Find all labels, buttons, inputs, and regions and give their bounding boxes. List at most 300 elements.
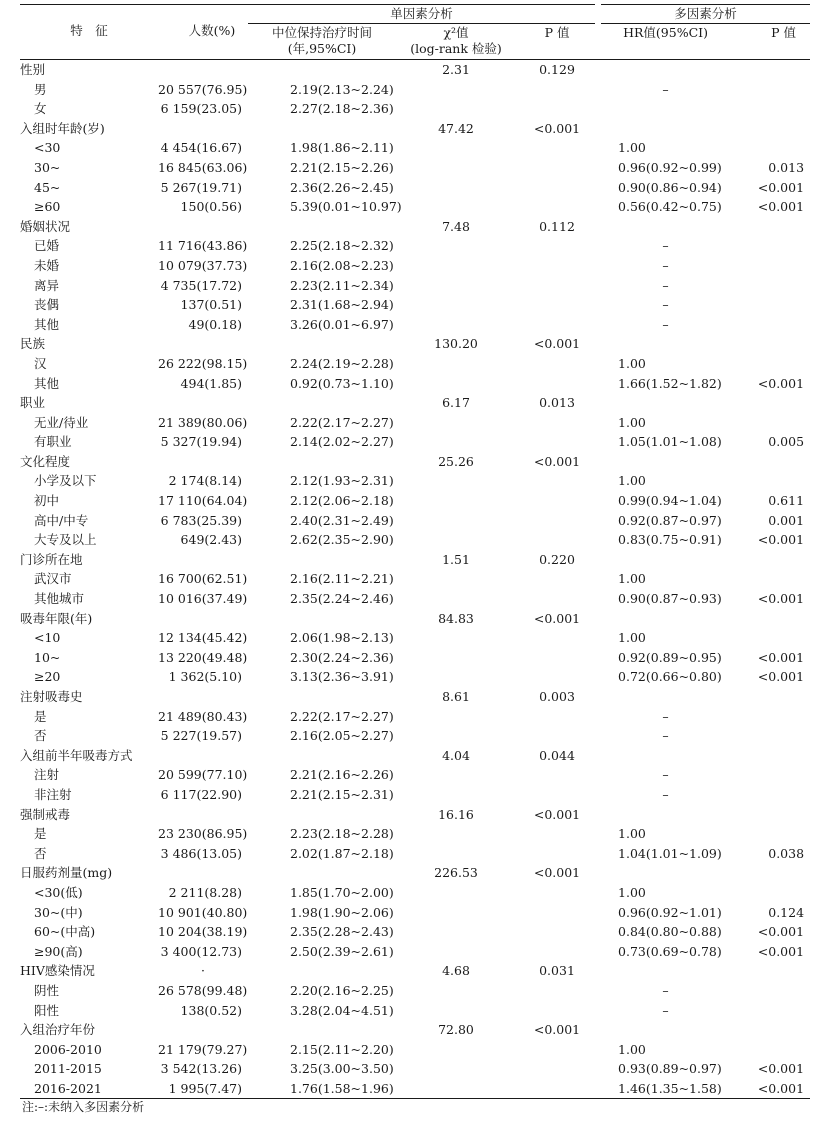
table-row xyxy=(20,354,810,374)
table-row-category xyxy=(20,119,810,139)
table-row xyxy=(20,785,810,805)
cell-median: 2.40(2.31~2.49) xyxy=(290,512,394,528)
cell-p-univariate xyxy=(516,1079,598,1099)
cell-p-multivariate: 0.013 xyxy=(768,159,805,175)
header-chi-line2: (log-rank 检验) xyxy=(410,41,502,56)
cell-p-univariate xyxy=(516,413,598,433)
cell-p-multivariate xyxy=(733,256,810,276)
table-row xyxy=(20,844,810,864)
cell-count: 6 159(23.05) xyxy=(160,101,242,117)
table-row-category xyxy=(20,609,810,629)
cell-p-univariate xyxy=(516,432,598,452)
table-row-category xyxy=(20,217,810,237)
cell-median: 2.30(2.24~2.36) xyxy=(290,649,394,665)
cell-chi-square xyxy=(396,726,516,746)
cell-feature: 吸毒年限(年) xyxy=(20,610,93,626)
cell-median: 3.26(0.01~6.97) xyxy=(290,316,394,332)
cell-count: 21 389(80.06) xyxy=(158,414,248,430)
cell-count: 26 222(98.15) xyxy=(158,355,248,371)
cell-feature: 无业/待业 xyxy=(34,414,89,430)
cell-hazard-ratio: – xyxy=(662,277,669,293)
cell-count xyxy=(158,452,248,472)
cell-median: 2.25(2.18~2.32) xyxy=(290,238,394,254)
cell-median: 0.92(0.73~1.10) xyxy=(290,375,394,391)
cell-count: 5 227(19.57) xyxy=(160,728,242,744)
table-row-category xyxy=(20,550,810,570)
cell-p-multivariate xyxy=(733,471,810,491)
cell-hazard-ratio: – xyxy=(662,708,669,724)
cell-chi-square: 25.26 xyxy=(438,453,474,469)
cell-p-univariate: 0.031 xyxy=(539,963,575,979)
table-row xyxy=(20,1059,810,1079)
cell-p-univariate xyxy=(516,707,598,727)
cell-chi-square: 4.68 xyxy=(442,963,470,979)
cell-median xyxy=(248,687,396,707)
table-row xyxy=(20,315,810,335)
cell-chi-square xyxy=(396,981,516,1001)
cell-feature: 注射 xyxy=(34,767,60,783)
cell-hazard-ratio xyxy=(598,550,733,570)
cell-hazard-ratio: 0.73(0.69~0.78) xyxy=(618,943,722,959)
table-body xyxy=(20,60,810,1099)
cell-chi-square xyxy=(396,315,516,335)
cell-feature: <10 xyxy=(34,630,61,646)
cell-p-multivariate: <0.001 xyxy=(757,669,805,685)
cell-p-multivariate xyxy=(733,981,810,1001)
cell-chi-square xyxy=(396,883,516,903)
cell-p-multivariate: <0.001 xyxy=(757,375,805,391)
cell-count xyxy=(158,609,248,629)
cell-chi-square: 7.48 xyxy=(442,218,470,234)
cell-feature: 小学及以下 xyxy=(34,473,97,489)
cell-count: 5 327(19.94) xyxy=(160,434,242,450)
cell-median xyxy=(248,863,396,883)
cell-feature: 汉 xyxy=(34,355,47,371)
cell-p-multivariate: <0.001 xyxy=(757,591,805,607)
cell-count: 138(0.52) xyxy=(180,1002,242,1018)
cell-hazard-ratio xyxy=(598,805,733,825)
cell-feature: 注射吸毒史 xyxy=(20,689,83,704)
table-row-category xyxy=(20,393,810,413)
table-row xyxy=(20,707,810,727)
cell-p-multivariate xyxy=(733,80,810,100)
cell-hazard-ratio xyxy=(598,863,733,883)
table-row xyxy=(20,1040,810,1060)
cell-feature: 阳性 xyxy=(34,1002,60,1018)
table-row xyxy=(20,374,810,394)
cell-count: 494(1.85) xyxy=(180,375,242,391)
table-row xyxy=(20,138,810,158)
cell-feature: 10~ xyxy=(34,649,61,665)
cell-p-univariate xyxy=(516,374,598,394)
cell-median: 2.36(2.26~2.45) xyxy=(290,179,394,195)
cell-hazard-ratio: 1.00 xyxy=(618,473,646,489)
cell-p-multivariate xyxy=(733,119,810,139)
cell-p-multivariate xyxy=(733,452,810,472)
cell-hazard-ratio: 0.96(0.92~0.99) xyxy=(618,159,722,175)
cell-chi-square xyxy=(396,158,516,178)
header-multivariate-group: 多因素分析 xyxy=(598,5,810,24)
cell-hazard-ratio xyxy=(598,119,733,139)
cell-chi-square xyxy=(396,589,516,609)
cell-p-univariate xyxy=(516,883,598,903)
cell-median: 2.20(2.16~2.25) xyxy=(290,982,394,998)
cell-p-multivariate: 0.005 xyxy=(768,434,805,450)
cell-p-univariate xyxy=(516,844,598,864)
cell-feature: 丧偶 xyxy=(34,297,60,313)
cell-p-univariate: 0.044 xyxy=(539,747,575,763)
header-chi xyxy=(396,24,516,60)
table-row xyxy=(20,491,810,511)
cell-feature: 初中 xyxy=(34,493,60,509)
cell-median: 3.13(2.36~3.91) xyxy=(290,669,394,685)
cell-chi-square: 16.16 xyxy=(438,806,474,822)
cell-feature: 阴性 xyxy=(34,982,60,998)
cell-feature: 其他城市 xyxy=(34,591,85,607)
cell-median: 2.12(2.06~2.18) xyxy=(290,493,394,509)
cell-chi-square xyxy=(396,236,516,256)
cell-hazard-ratio: 1.66(1.52~1.82) xyxy=(618,375,722,391)
cell-chi-square xyxy=(396,765,516,785)
cell-count xyxy=(158,863,248,883)
cell-count: 6 117(22.90) xyxy=(160,786,242,802)
cell-chi-square xyxy=(396,374,516,394)
cell-chi-square: 6.17 xyxy=(442,395,470,411)
cell-chi-square xyxy=(396,511,516,531)
cell-p-univariate xyxy=(516,197,598,217)
cell-chi-square xyxy=(396,432,516,452)
cell-median: 2.02(1.87~2.18) xyxy=(290,845,394,861)
cell-feature: 文化程度 xyxy=(20,453,71,469)
cell-count: 16 700(62.51) xyxy=(158,571,248,587)
header-median xyxy=(248,24,396,60)
cell-feature: 30~(中) xyxy=(34,904,83,920)
cell-median: 2.06(1.98~2.13) xyxy=(290,630,394,646)
cell-feature: 否 xyxy=(34,728,47,744)
cell-count: · xyxy=(201,963,205,979)
header-chi-line1: χ²值 xyxy=(443,25,469,40)
table-row xyxy=(20,922,810,942)
cell-feature: 否 xyxy=(34,845,47,861)
cell-hazard-ratio: – xyxy=(662,316,669,332)
cell-feature: 入组前半年吸毒方式 xyxy=(20,747,133,763)
cell-count: 17 110(64.04) xyxy=(158,493,248,509)
cell-median: 2.15(2.11~2.20) xyxy=(290,1041,394,1057)
cell-hazard-ratio xyxy=(598,393,733,413)
cell-feature: ≥20 xyxy=(34,669,61,685)
cell-p-univariate: <0.001 xyxy=(533,806,581,822)
cell-median: 2.35(2.24~2.46) xyxy=(290,591,394,607)
cell-feature: 2016-2021 xyxy=(34,1080,102,1096)
cell-feature: 强制戒毒 xyxy=(20,806,71,822)
cell-chi-square xyxy=(396,413,516,433)
cell-median xyxy=(248,217,396,237)
cell-hazard-ratio: 0.92(0.87~0.97) xyxy=(618,512,722,528)
table-row xyxy=(20,628,810,648)
cell-chi-square xyxy=(396,80,516,100)
cell-feature: 男 xyxy=(34,81,47,97)
cell-hazard-ratio: – xyxy=(662,238,669,254)
cell-count: 13 220(49.48) xyxy=(158,649,248,665)
cell-p-multivariate: 0.038 xyxy=(768,845,805,861)
cell-feature: ≥60 xyxy=(34,199,61,215)
table-row-category xyxy=(20,1020,810,1040)
cell-median: 1.85(1.70~2.00) xyxy=(290,884,394,900)
cell-median: 2.62(2.35~2.90) xyxy=(290,532,394,548)
cell-chi-square xyxy=(396,1079,516,1099)
cell-chi-square xyxy=(396,824,516,844)
cell-feature: 是 xyxy=(34,826,47,842)
cell-chi-square xyxy=(396,256,516,276)
cell-p-multivariate xyxy=(733,805,810,825)
cell-p-univariate: <0.001 xyxy=(533,610,581,626)
cell-p-multivariate xyxy=(733,99,810,119)
cell-median: 2.31(1.68~2.94) xyxy=(290,297,394,313)
cell-p-multivariate xyxy=(733,687,810,707)
cell-hazard-ratio: 1.00 xyxy=(618,355,646,371)
cell-median: 2.22(2.17~2.27) xyxy=(290,708,394,724)
cell-chi-square xyxy=(396,569,516,589)
cell-median xyxy=(248,746,396,766)
cell-median xyxy=(248,452,396,472)
cell-chi-square xyxy=(396,530,516,550)
table-row xyxy=(20,295,810,315)
cell-hazard-ratio: – xyxy=(662,767,669,783)
cell-p-univariate xyxy=(516,276,598,296)
table-row xyxy=(20,530,810,550)
cell-p-multivariate xyxy=(733,824,810,844)
cell-p-univariate: 0.003 xyxy=(539,689,575,704)
cell-median: 2.21(2.15~2.31) xyxy=(290,786,394,802)
cell-median: 2.23(2.18~2.28) xyxy=(290,826,394,842)
cell-median: 2.24(2.19~2.28) xyxy=(290,355,394,371)
cell-p-multivariate xyxy=(733,334,810,354)
cell-median xyxy=(248,609,396,629)
cell-feature: 未婚 xyxy=(34,257,60,273)
cell-count: 3 542(13.26) xyxy=(160,1061,242,1077)
cell-p-univariate xyxy=(516,138,598,158)
table-row xyxy=(20,158,810,178)
cell-hazard-ratio: 1.05(1.01~1.08) xyxy=(618,434,722,450)
table-row xyxy=(20,413,810,433)
cell-feature: <30(低) xyxy=(34,884,83,900)
table-row-category xyxy=(20,334,810,354)
cell-count: 1 995(7.47) xyxy=(168,1080,242,1096)
cell-count: 23 230(86.95) xyxy=(158,826,248,842)
cell-feature: 45~ xyxy=(34,179,61,195)
cell-chi-square xyxy=(396,1040,516,1060)
cell-feature: 女 xyxy=(34,101,47,117)
cell-feature: ≥90(高) xyxy=(34,943,83,959)
cell-p-univariate xyxy=(516,589,598,609)
cell-hazard-ratio: 0.93(0.89~0.97) xyxy=(618,1061,722,1077)
cell-p-univariate xyxy=(516,354,598,374)
table-row-category xyxy=(20,687,810,707)
cell-p-univariate xyxy=(516,903,598,923)
table-row xyxy=(20,256,810,276)
cell-chi-square xyxy=(396,667,516,687)
cell-chi-square xyxy=(396,648,516,668)
cell-count xyxy=(158,393,248,413)
cell-p-multivariate: 0.001 xyxy=(768,512,805,528)
table-row xyxy=(20,726,810,746)
cell-count: 6 783(25.39) xyxy=(160,512,242,528)
cell-median: 2.50(2.39~2.61) xyxy=(290,943,394,959)
results-table-container xyxy=(20,4,810,1099)
cell-p-multivariate xyxy=(733,315,810,335)
table-row xyxy=(20,1001,810,1021)
cell-hazard-ratio: 0.96(0.92~1.01) xyxy=(618,904,722,920)
cell-count: 20 599(77.10) xyxy=(158,767,248,783)
table-row xyxy=(20,178,810,198)
cell-chi-square: 2.31 xyxy=(442,62,470,77)
cell-feature: 武汉市 xyxy=(34,571,72,587)
cell-p-univariate xyxy=(516,1001,598,1021)
cell-feature: 高中/中专 xyxy=(34,512,89,528)
cell-p-multivariate xyxy=(733,609,810,629)
cell-p-multivariate xyxy=(733,138,810,158)
cell-hazard-ratio: – xyxy=(662,982,669,998)
cell-count: 3 486(13.05) xyxy=(160,845,242,861)
cell-hazard-ratio xyxy=(598,334,733,354)
cell-hazard-ratio: 1.46(1.35~1.58) xyxy=(618,1080,722,1096)
cell-p-multivariate: <0.001 xyxy=(757,924,805,940)
cell-hazard-ratio xyxy=(598,687,733,707)
cell-feature: 婚姻状况 xyxy=(20,218,71,234)
cell-hazard-ratio xyxy=(598,60,733,80)
cell-p-univariate xyxy=(516,765,598,785)
cell-hazard-ratio: 1.00 xyxy=(618,884,646,900)
cell-count: 4 454(16.67) xyxy=(160,140,242,156)
cell-median: 2.16(2.05~2.27) xyxy=(290,728,394,744)
cell-hazard-ratio: 0.92(0.89~0.95) xyxy=(618,649,722,665)
cell-chi-square xyxy=(396,785,516,805)
cell-feature: 大专及以上 xyxy=(34,532,97,548)
cell-chi-square xyxy=(396,707,516,727)
table-row xyxy=(20,432,810,452)
cell-p-univariate xyxy=(516,628,598,648)
cell-hazard-ratio xyxy=(598,452,733,472)
cell-count: 5 267(19.71) xyxy=(160,179,242,195)
cell-count: 11 716(43.86) xyxy=(158,238,248,254)
cell-p-multivariate xyxy=(733,60,810,80)
cell-chi-square xyxy=(396,178,516,198)
cell-p-multivariate xyxy=(733,1001,810,1021)
cell-p-univariate: <0.001 xyxy=(533,1022,581,1038)
table-row xyxy=(20,589,810,609)
cell-p-multivariate xyxy=(733,276,810,296)
cell-chi-square xyxy=(396,197,516,217)
cell-count: 21 489(80.43) xyxy=(158,708,248,724)
table-row xyxy=(20,667,810,687)
cell-p-univariate xyxy=(516,942,598,962)
cell-p-multivariate: <0.001 xyxy=(757,532,805,548)
cell-feature: 其他 xyxy=(34,316,60,332)
cell-p-univariate xyxy=(516,471,598,491)
table-row xyxy=(20,197,810,217)
cell-count xyxy=(158,550,248,570)
cell-median: 2.27(2.18~2.36) xyxy=(290,101,394,117)
table-header xyxy=(20,5,810,60)
cell-p-multivariate xyxy=(733,413,810,433)
cell-feature: 2006-2010 xyxy=(34,1041,102,1057)
cell-hazard-ratio: – xyxy=(662,297,669,313)
cell-hazard-ratio: 0.90(0.86~0.94) xyxy=(618,179,722,195)
cell-count: 10 204(38.19) xyxy=(158,924,248,940)
table-row-category xyxy=(20,60,810,80)
cell-count: 3 400(12.73) xyxy=(160,943,242,959)
cell-feature: 60~(中高) xyxy=(34,924,96,940)
cell-p-multivariate xyxy=(733,569,810,589)
table-row-category xyxy=(20,863,810,883)
cell-count xyxy=(158,805,248,825)
cell-p-multivariate: <0.001 xyxy=(757,199,805,215)
cell-p-univariate xyxy=(516,236,598,256)
cell-p-univariate xyxy=(516,726,598,746)
cell-count: 2 174(8.14) xyxy=(168,473,242,489)
cell-p-univariate xyxy=(516,648,598,668)
cell-p-univariate xyxy=(516,785,598,805)
cell-p-multivariate xyxy=(733,393,810,413)
cell-count xyxy=(158,119,248,139)
table-row-category xyxy=(20,805,810,825)
cell-chi-square: 4.04 xyxy=(442,747,470,763)
cell-count: 16 845(63.06) xyxy=(158,159,248,175)
cell-p-univariate xyxy=(516,511,598,531)
cell-p-univariate xyxy=(516,824,598,844)
cell-count xyxy=(158,746,248,766)
cell-feature: 门诊所在地 xyxy=(20,551,83,567)
cell-p-univariate xyxy=(516,158,598,178)
table-row xyxy=(20,276,810,296)
cell-count: 12 134(45.42) xyxy=(158,630,248,646)
cell-hazard-ratio: – xyxy=(662,257,669,273)
cell-feature: 有职业 xyxy=(34,434,72,450)
cell-median xyxy=(248,119,396,139)
cell-chi-square xyxy=(396,1059,516,1079)
cell-feature: 2011-2015 xyxy=(34,1061,102,1077)
table-row xyxy=(20,824,810,844)
table-row xyxy=(20,648,810,668)
cell-p-multivariate xyxy=(733,1040,810,1060)
table-row xyxy=(20,981,810,1001)
cell-median: 2.35(2.28~2.43) xyxy=(290,924,394,940)
cell-hazard-ratio: 0.72(0.66~0.80) xyxy=(618,669,722,685)
table-row xyxy=(20,569,810,589)
cell-count: 20 557(76.95) xyxy=(158,81,248,97)
cell-feature: 非注射 xyxy=(34,786,72,802)
table-row-category xyxy=(20,452,810,472)
header-count: 人数(%) xyxy=(188,23,236,38)
cell-p-multivariate xyxy=(733,707,810,727)
cell-chi-square: 1.51 xyxy=(442,551,470,567)
cell-median: 2.12(1.93~2.31) xyxy=(290,473,394,489)
cell-hazard-ratio: 1.00 xyxy=(618,826,646,842)
cell-p-univariate: 0.013 xyxy=(539,395,575,411)
cell-median: 3.25(3.00~3.50) xyxy=(290,1061,394,1077)
cell-chi-square xyxy=(396,471,516,491)
cell-feature: 入组治疗年份 xyxy=(20,1022,96,1038)
cell-median xyxy=(248,60,396,80)
cell-chi-square xyxy=(396,276,516,296)
cell-chi-square xyxy=(396,1001,516,1021)
cell-count xyxy=(158,687,248,707)
cell-p-univariate xyxy=(516,80,598,100)
cell-count xyxy=(158,334,248,354)
cell-p-univariate xyxy=(516,295,598,315)
cell-median xyxy=(248,550,396,570)
cell-feature: HIV感染情况 xyxy=(20,963,95,979)
